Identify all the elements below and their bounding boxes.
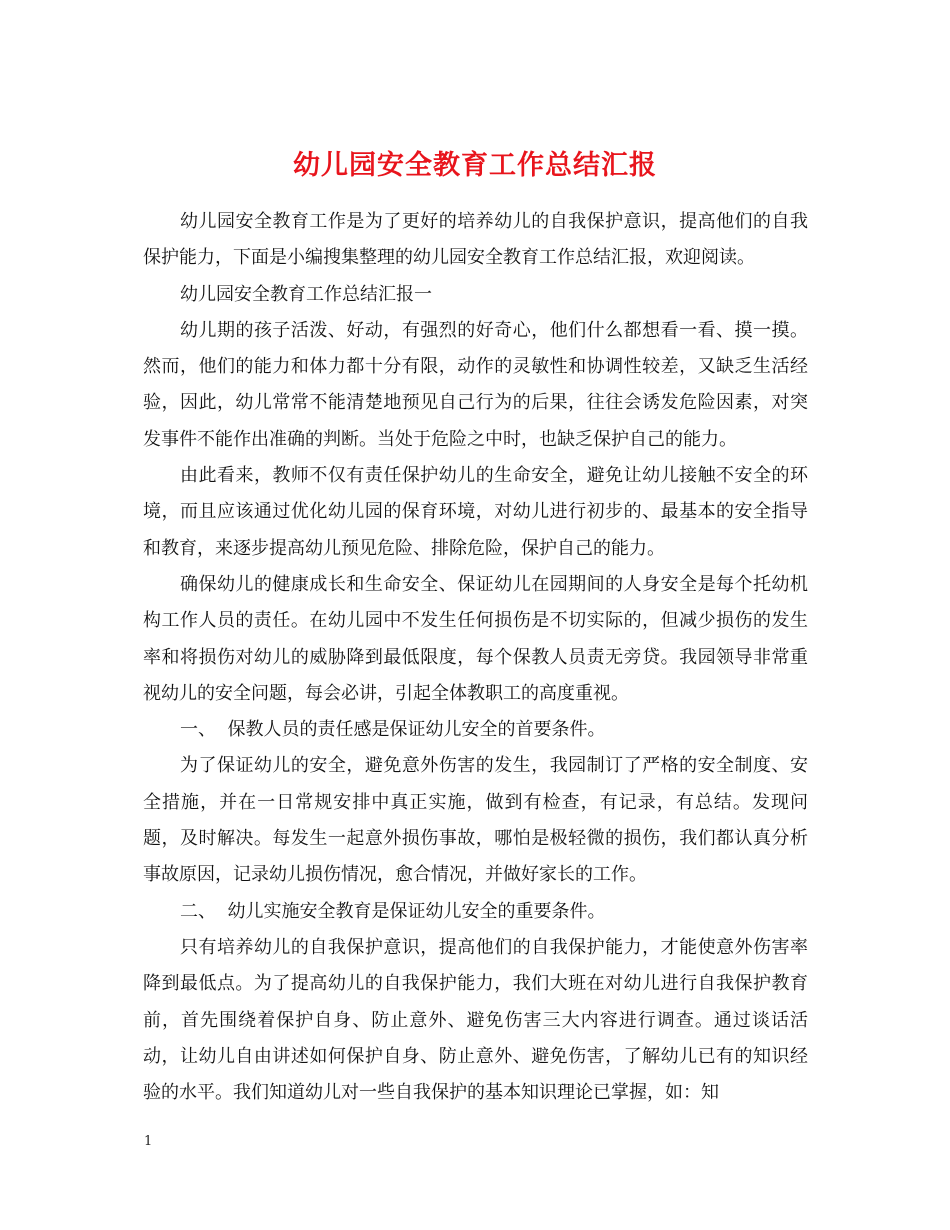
- document-body: [143, 204, 808, 1111]
- document-title: 幼儿园安全教育工作总结汇报: [293, 150, 657, 182]
- section-heading-two: 二、 幼儿实施安全教育是保证幼儿安全的重要条件。: [180, 900, 606, 922]
- section-heading-report-one: 幼儿园安全教育工作总结汇报一: [180, 283, 432, 305]
- body-paragraph: 为了保证幼儿的安全，避免意外伤害的发生，我园制订了严格的安全制度、安全措施，并在一日常规安排中真正实施，做到有检查，有记录，有总结。发现问题，及时解决。每发生一起意外损伤事故，哪怕是极轻微的损伤，我们都认真分析事故原因，记录幼儿损伤情况，愈合情况，并做好家长的工作。: [143, 755, 808, 886]
- intro-paragraph: 幼儿园安全教育工作是为了更好的培养幼儿的自我保护意识，提高他们的自我保护能力，下面是小编搜集整理的幼儿园安全教育工作总结汇报，欢迎阅读。: [143, 211, 808, 269]
- body-paragraph: 幼儿期的孩子活泼、好动，有强烈的好奇心，他们什么都想看一看、摸一摸。然而，他们的能力和体力都十分有限，动作的灵敏性和协调性较差，又缺乏生活经验，因此，幼儿常常不能清楚地预见自己行为的后果，往往会诱发危险因素，对突发事件不能作出准确的判断。当处于危险之中时，也缺乏保护自己的能力。: [143, 319, 808, 450]
- page-number: 1: [144, 1134, 153, 1149]
- body-paragraph: 确保幼儿的健康成长和生命安全、保证幼儿在园期间的人身安全是每个托幼机构工作人员的责任。在幼儿园中不发生任何损伤是不切实际的，但减少损伤的发生率和将损伤对幼儿的威胁降到最低限度，每个保教人员责无旁贷。我园领导非常重视幼儿的安全问题，每会必讲，引起全体教职工的高度重视。: [143, 573, 808, 704]
- body-paragraph: 只有培养幼儿的自我保护意识，提高他们的自我保护能力，才能使意外伤害率降到最低点。为了提高幼儿的自我保护能力，我们大班在对幼儿进行自我保护教育前，首先围绕着保护自身、防止意外、避免伤害三大内容进行调查。通过谈话活动，让幼儿自由讲述如何保护自身、防止意外、避免伤害，了解幼儿已有的知识经验的水平。我们知道幼儿对一些自我保护的基本知识理论已掌握，如：知: [143, 936, 808, 1104]
- section-heading-one: 一、 保教人员的责任感是保证幼儿安全的首要条件。: [180, 719, 606, 741]
- body-paragraph: 由此看来，教师不仅有责任保护幼儿的生命安全，避免让幼儿接触不安全的环境，而且应该通过优化幼儿园的保育环境，对幼儿进行初步的、最基本的安全指导和教育，来逐步提高幼儿预见危险、排除危险，保护自己的能力。: [143, 465, 808, 559]
